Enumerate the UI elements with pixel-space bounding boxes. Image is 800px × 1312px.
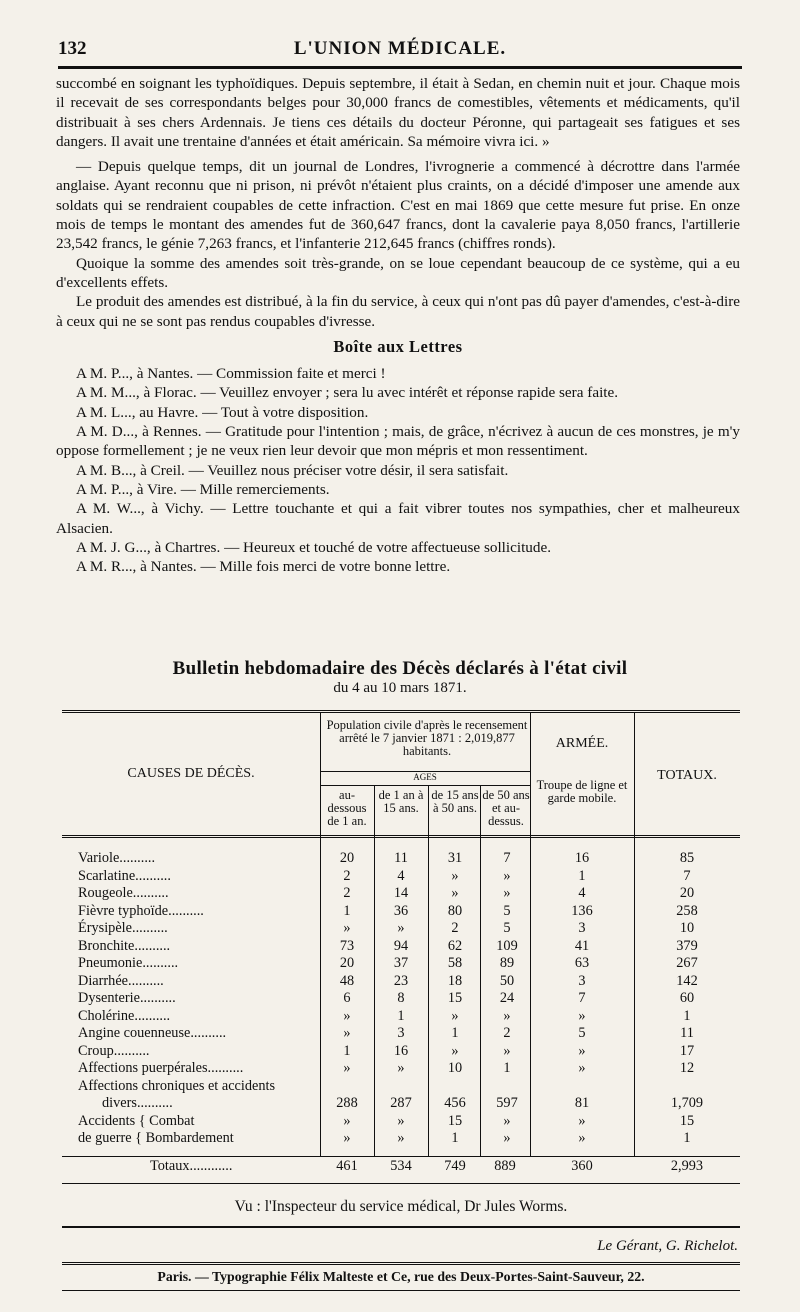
age-col-header: au-dessous de 1 an.	[327, 788, 367, 828]
table-cell: »	[451, 1007, 459, 1024]
bulletin-heading	[60, 658, 740, 697]
table-cell: 60	[679, 990, 695, 1006]
table-cell: 267	[676, 955, 698, 971]
table-cell: 36	[393, 902, 409, 919]
table-cell: 2	[503, 1025, 511, 1041]
table-cell: 50	[499, 972, 515, 989]
table-cell: 1	[578, 867, 586, 884]
totaux-header: TOTAUX.	[657, 768, 717, 783]
table-row	[62, 1008, 740, 1026]
table-cell: »	[397, 1130, 405, 1146]
article-paragraph: — Depuis quelque temps, dit un journal de Londres, l'ivrognerie a commencé à décrottre dans l'armée anglaise. Ayant reconnu que ni prison, ni prévôt n'étaient plus craints, on a décidé d'imposer une amende aux soldats qui se rendraient coupables de cette infraction. C'est en mai 1869 que cette mesure fut prise. En onze mois de temps le montant des amendes fut de 360,647 francs, dont la cavalerie paya 8,050 francs, l'artillerie 23,542 francs, le génie 7,263 francs, et l'infanterie 212,645 francs (chiffres ronds).	[56, 158, 740, 253]
table-cell: »	[503, 867, 511, 884]
table-cell: »	[451, 1042, 459, 1059]
table-cell: »	[451, 867, 459, 884]
table-cell: 288	[336, 1095, 358, 1111]
table-cell: »	[503, 1130, 511, 1146]
table-cell: 63	[574, 955, 590, 971]
table-cell: 15	[447, 1112, 463, 1129]
table-cell: »	[578, 1060, 586, 1076]
bulletin-title: Bulletin hebdomadaire des Décès déclarés à l'état civil	[172, 658, 628, 679]
table-row	[62, 1025, 740, 1043]
article-paragraph: succombé en soignant les typhoïdiques. Depuis septembre, il était à Sedan, en chemin nuit et jour. Chaque mois il recevait de ses correspondants belges pour 30,000 francs de comestibles, vêtements et médicaments, qu'il distribuait à ses chers Ardennais. Je tiens ces détails du docteur Péronne, qui partageait ses fatigues et ses dangers. Il avait une trentaine d'années et était américain. Sa mémoire vivra ici. »	[56, 75, 740, 150]
table-cell: 5	[503, 902, 511, 919]
divider	[320, 785, 530, 786]
table-cell: 81	[574, 1095, 590, 1111]
letter-item: A M. M..., à Florac. — Veuillez envoyer ; sera lu avec intérêt et réponse rapide sera faite.	[76, 384, 619, 402]
cause-name: Fièvre typhoïde..........	[78, 902, 204, 919]
table-row	[62, 1060, 740, 1078]
cause-name: Variole..........	[78, 850, 156, 866]
letter-item: A M. B..., à Creil. — Veuillez nous préciser votre désir, il sera satisfait.	[76, 461, 509, 479]
table-cell: 5	[578, 1025, 586, 1041]
population-header: Population civile d'après le recensement arrêté le 7 janvier 1871 : 2,019,877 habitants.	[326, 718, 528, 758]
table-row	[62, 1113, 740, 1131]
armee-header: ARMÉE.	[555, 736, 609, 751]
table-cell: 94	[393, 937, 409, 954]
letter-item: A M. L..., au Havre. — Tout à votre disposition.	[76, 403, 369, 421]
table-row	[62, 990, 740, 1008]
table-cell: 2	[343, 867, 351, 884]
cause-name: Accidents { Combat	[78, 1112, 195, 1129]
table-cell: »	[503, 1007, 511, 1024]
table-body	[62, 850, 740, 1148]
table-cell: 7	[683, 867, 691, 884]
table-cell: 7	[578, 990, 586, 1006]
table-cell: 15	[447, 990, 463, 1006]
journal-title: L'UNION MÉDICALE.	[293, 38, 507, 59]
letter-item: A M. R..., à Nantes. — Mille fois merci de votre bonne lettre.	[76, 558, 451, 576]
table-cell: 1	[451, 1130, 459, 1146]
table-cell: 37	[393, 955, 409, 971]
table-cell: 80	[447, 902, 463, 919]
table-row	[62, 973, 740, 991]
table-cell: »	[578, 1007, 586, 1024]
age-col-header: de 1 an à 15 ans.	[378, 788, 424, 815]
table-cell: 360	[571, 1158, 593, 1174]
table-cell: 3	[578, 972, 586, 989]
table-cell: 12	[679, 1060, 695, 1076]
table-cell: 5	[503, 920, 511, 936]
cause-name: Érysipèle..........	[78, 920, 168, 936]
table-cell: »	[343, 920, 351, 936]
table-cell: 1	[343, 1042, 351, 1059]
column-divider	[428, 785, 429, 835]
divider	[62, 1290, 740, 1291]
letter-item: A M. P..., à Nantes. — Commission faite et merci !	[76, 365, 386, 383]
table-cell: »	[343, 1060, 351, 1076]
printer-imprint: Paris. — Typographie Félix Malteste et Ce, rue des Deux-Portes-Saint-Sauveur, 22.	[157, 1269, 645, 1284]
table-cell: »	[343, 1007, 351, 1024]
column-divider	[530, 713, 531, 835]
table-cell: 73	[339, 937, 355, 954]
table-row	[62, 903, 740, 921]
table-row	[62, 885, 740, 903]
table-cell: 85	[679, 850, 695, 866]
table-cell: 8	[397, 990, 405, 1006]
table-cell: 20	[679, 885, 695, 901]
column-divider	[374, 785, 375, 835]
article-paragraph: Le produit des amendes est distribué, à la fin du service, à ceux qui n'ont pas dû payer d'amendes, c'est-à-dire à ceux qui ne se sont pas rendus coupables d'ivresse.	[56, 293, 740, 330]
cause-name: Bronchite..........	[78, 937, 171, 954]
table-row	[62, 938, 740, 956]
table-cell: 17	[679, 1042, 695, 1059]
table-cell: 1	[397, 1007, 405, 1024]
table-cell: »	[397, 920, 405, 936]
table-cell: 287	[390, 1095, 412, 1111]
table-cell: 11	[394, 850, 408, 866]
inspector-signoff: Vu : l'Inspecteur du service médical, Dr Jules Worms.	[234, 1198, 568, 1215]
table-cell: 20	[339, 955, 355, 971]
table-cell: »	[503, 885, 511, 901]
table-cell: 379	[676, 937, 698, 954]
table-row	[62, 1043, 740, 1061]
divider	[62, 1156, 740, 1157]
table-cell: 1	[451, 1025, 459, 1041]
letter-item: A M. P..., à Vire. — Mille remerciements.	[76, 480, 330, 498]
table-cell: 597	[496, 1095, 518, 1111]
table-cell: 889	[494, 1158, 516, 1174]
table-row	[62, 868, 740, 886]
ages-label: AGES	[413, 772, 437, 782]
cause-name: Diarrhée..........	[78, 972, 164, 989]
table-cell: 136	[571, 902, 593, 919]
table-cell: »	[578, 1042, 586, 1059]
table-cell: »	[578, 1112, 586, 1129]
table-cell: 10	[679, 920, 695, 936]
table-cell: »	[343, 1025, 351, 1041]
table-cell: 14	[393, 885, 409, 901]
table-cell: 48	[339, 972, 355, 989]
cause-name: Affections puerpérales..........	[78, 1060, 244, 1076]
letter-item: A M. W..., à Vichy. — Lettre touchante et qui a fait vibrer toutes nos sympathies, cher et malheureux Alsacien.	[56, 500, 740, 537]
table-cell: 7	[503, 850, 511, 866]
divider	[62, 1262, 740, 1265]
table-cell: 258	[676, 902, 698, 919]
table-row	[62, 955, 740, 973]
table-row	[62, 920, 740, 938]
table-cell: 142	[676, 972, 698, 989]
armee-subheader: Troupe de ligne et garde mobile.	[536, 778, 628, 805]
gerant-signature: Le Gérant, G. Richelot.	[597, 1238, 738, 1254]
table-cell: »	[451, 885, 459, 901]
causes-header: CAUSES DE DÉCÈS.	[127, 766, 255, 781]
cause-name: Affections chroniques et accidents	[78, 1077, 276, 1094]
cause-name: Dysenterie..........	[78, 990, 176, 1006]
table-cell: 2	[451, 920, 459, 936]
table-cell: »	[503, 1112, 511, 1129]
cause-name: divers..........	[102, 1095, 173, 1111]
table-cell: »	[503, 1042, 511, 1059]
table-row	[62, 1095, 740, 1113]
age-col-header: de 15 ans à 50 ans.	[431, 788, 479, 815]
table-cell: 23	[393, 972, 409, 989]
cause-name: de guerre { Bombardement	[78, 1130, 234, 1146]
table-cell: 534	[390, 1158, 412, 1174]
cause-name: Angine couenneuse..........	[78, 1025, 227, 1041]
table-cell: 749	[444, 1158, 466, 1174]
letter-item: A M. J. G..., à Chartres. — Heureux et touché de votre affectueuse sollicitude.	[76, 538, 552, 556]
letter-item: A M. D..., à Rennes. — Gratitude pour l'intention ; mais, de grâce, n'écrivez à aucun de ces monstres, je m'y oppose formellement ; je ne veux rien leur devoir que mon mépris et mon ressentiment.	[56, 423, 740, 460]
table-cell: 4	[397, 867, 405, 884]
table-cell: 461	[336, 1158, 358, 1174]
table-row	[62, 1078, 740, 1096]
table-cell: 1	[683, 1130, 691, 1146]
table-cell: 62	[447, 937, 463, 954]
table-row	[62, 850, 740, 868]
page-number: 132	[58, 38, 87, 59]
table-cell: 109	[496, 937, 518, 954]
table-cell: »	[343, 1130, 351, 1146]
table-cell: 2,993	[670, 1158, 704, 1174]
table-cell: 2	[343, 885, 351, 901]
column-divider	[480, 785, 481, 835]
letters-title: Boîte aux Lettres	[333, 336, 463, 356]
table-cell: 18	[447, 972, 463, 989]
bulletin-subtitle: du 4 au 10 mars 1871.	[333, 680, 467, 696]
article-body	[56, 74, 740, 576]
table-cell: 24	[499, 990, 515, 1006]
table-cell: 3	[578, 920, 586, 936]
table-cell: 41	[574, 937, 590, 954]
table-cell: 10	[447, 1060, 463, 1076]
divider	[62, 1183, 740, 1184]
article-paragraph: Quoique la somme des amendes soit très-grande, on se loue cependant beaucoup de ce système, qui a eu d'excellents effets.	[56, 254, 740, 291]
totals-row	[62, 1158, 740, 1178]
table-cell: 456	[444, 1095, 466, 1111]
cause-name: Cholérine..........	[78, 1007, 171, 1024]
table-cell: »	[343, 1112, 351, 1129]
table-cell: 1,709	[670, 1095, 704, 1111]
totals-label: Totaux............	[150, 1158, 233, 1174]
cause-name: Scarlatine..........	[78, 867, 171, 884]
table-cell: 11	[680, 1025, 694, 1041]
table-cell: 3	[397, 1025, 405, 1041]
letters-list	[56, 364, 740, 576]
table-cell: »	[397, 1112, 405, 1129]
table-cell: 16	[393, 1042, 409, 1059]
table-cell: 20	[339, 850, 355, 866]
table-cell: »	[397, 1060, 405, 1076]
table-cell: 16	[574, 850, 590, 866]
divider	[62, 1226, 740, 1228]
table-cell: 31	[447, 850, 463, 866]
cause-name: Rougeole..........	[78, 885, 169, 901]
age-col-header: de 50 ans et au-dessus.	[482, 788, 530, 828]
table-cell: 1	[683, 1007, 691, 1024]
table-header	[62, 710, 740, 838]
cause-name: Croup..........	[78, 1042, 150, 1059]
cause-name: Pneumonie..........	[78, 955, 179, 971]
table-cell: 15	[679, 1112, 695, 1129]
table-cell: 1	[343, 902, 351, 919]
table-cell: 89	[499, 955, 515, 971]
table-cell: 4	[578, 885, 586, 901]
table-cell: 58	[447, 955, 463, 971]
page-header	[58, 36, 742, 69]
table-cell: 6	[343, 990, 351, 1006]
table-cell: 1	[503, 1060, 511, 1076]
table-row	[62, 1130, 740, 1148]
table-cell: »	[578, 1130, 586, 1146]
